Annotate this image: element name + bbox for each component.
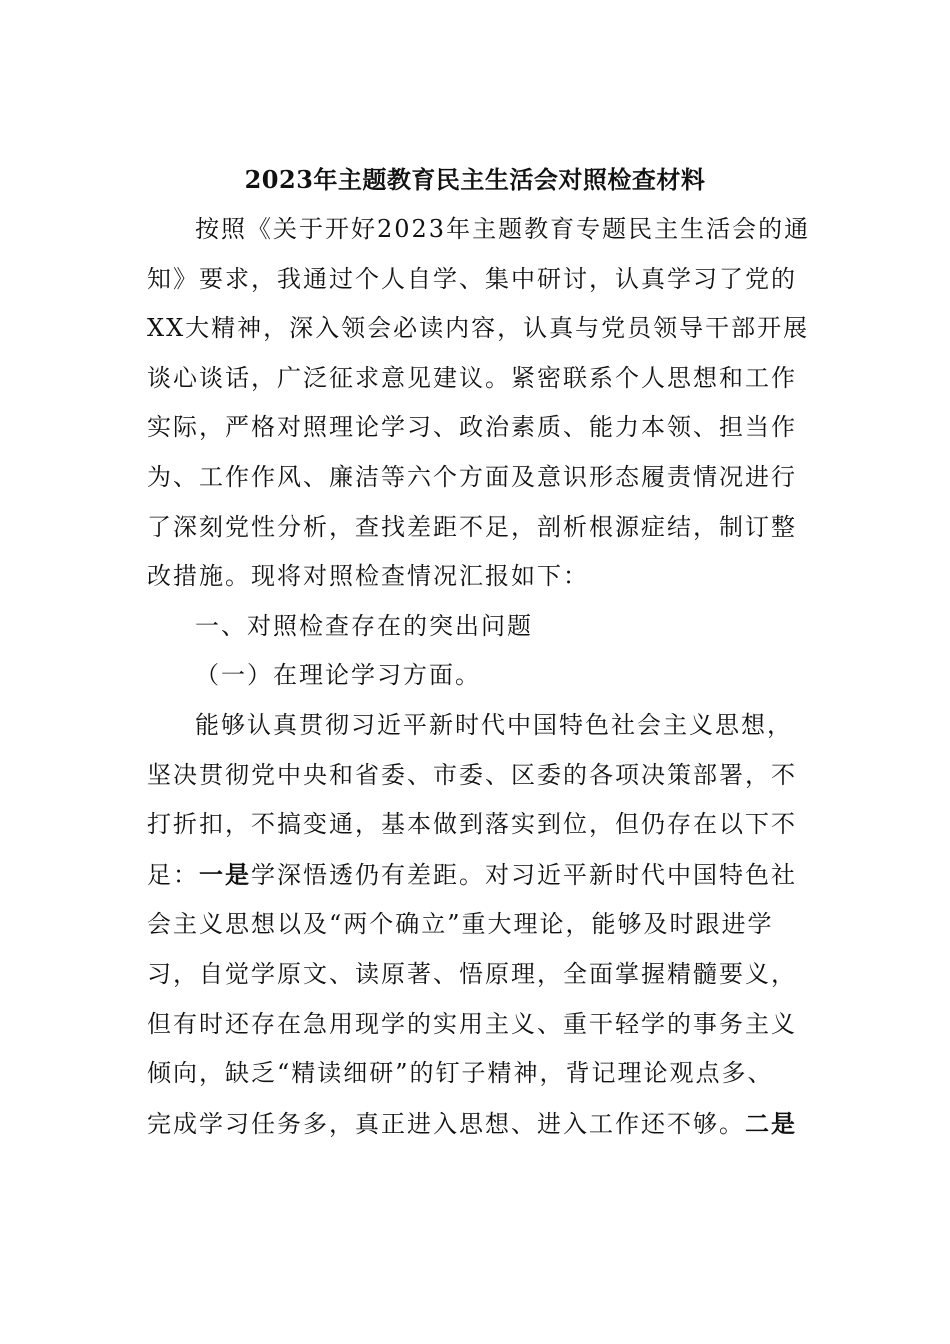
document-title: 2023年主题教育民主生活会对照检查材料: [244, 165, 706, 194]
theory-line: 能够认真贯彻习近平新时代中国特色社会主义思想，: [195, 710, 793, 739]
theory-line-text: 学深悟透仍有差距。对习近平新时代中国特色社: [251, 860, 797, 889]
theory-line-text: 完成学习任务多，真正进入思想、进入工作还不够。: [147, 1109, 745, 1138]
intro-line: 谈心谈话，广泛征求意见建议。紧密联系个人思想和工作: [147, 363, 797, 392]
theory-line-text: 足：: [147, 860, 199, 889]
theory-line: [147, 850, 797, 901]
document-body: [147, 205, 811, 1149]
intro-line: 改措施。现将对照检查情况汇报如下：: [147, 562, 589, 591]
theory-line: 打折扣，不搞变通，基本做到落实到位，但仍存在以下不: [147, 810, 797, 839]
intro-line: 了深刻党性分析，查找差距不足，剖析根源症结，制订整: [147, 512, 797, 541]
intro-line: 为、工作作风、廉洁等六个方面及意识形态履责情况进行: [147, 462, 797, 491]
section-heading-text: 一、对照检查存在的突出问题: [195, 611, 533, 640]
theory-line: 但有时还存在急用现学的实用主义、重干轻学的事务主义: [147, 1009, 797, 1038]
theory-line: 坚决贯彻党中央和省委、市委、区委的各项决策部署，不: [147, 760, 797, 789]
subsection-heading-text: （一）在理论学习方面。: [195, 661, 481, 690]
theory-line: 会主义思想以及“两个确立”重大理论，能够及时跟进学: [147, 910, 774, 939]
intro-paragraph: [147, 205, 811, 602]
section-heading: [147, 602, 797, 652]
point-two-marker: 二是: [745, 1108, 797, 1138]
intro-line: 实际，严格对照理论学习、政治素质、能力本领、担当作: [147, 413, 797, 442]
theory-paragraph: [147, 701, 797, 1149]
theory-line: [147, 1099, 797, 1150]
intro-line: 按照《关于开好2023年主题教育专题民主生活会的通: [195, 215, 811, 243]
theory-line: 倾向，缺乏“精读细研”的钉子精神，背记理论观点多、: [147, 1059, 774, 1088]
intro-line: 知》要求，我通过个人自学、集中研讨，认真学习了党的: [147, 264, 797, 293]
subsection-heading: [147, 651, 797, 701]
intro-line: XX大精神，深入领会必读内容，认真与党员领导干部开展: [147, 314, 810, 343]
point-one-marker: 一是: [199, 859, 251, 889]
theory-line: 习，自觉学原文、读原著、悟原理，全面掌握精髓要义，: [147, 959, 797, 988]
